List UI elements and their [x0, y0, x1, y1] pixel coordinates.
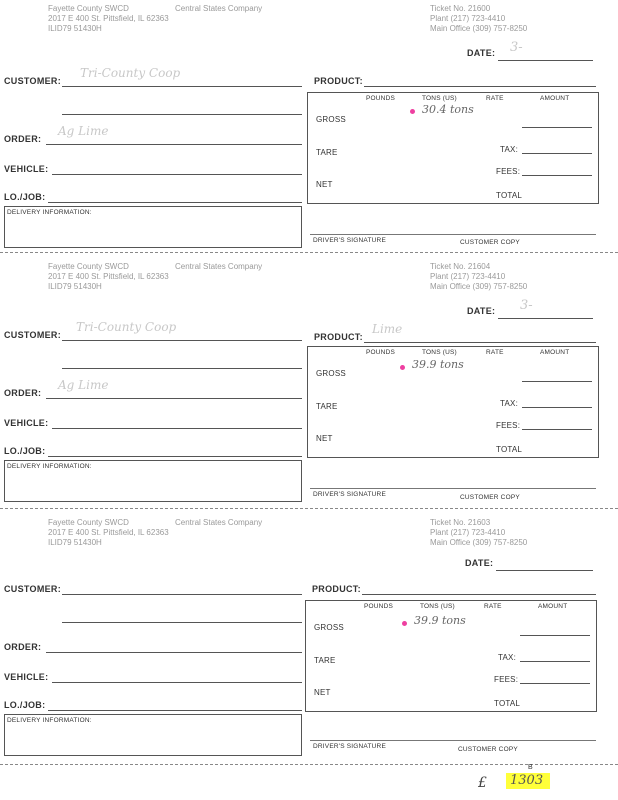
product-label: PRODUCT: [312, 584, 361, 594]
company-ilid: ILID79 51430H [48, 538, 102, 547]
customer-label: CUSTOMER: [4, 584, 62, 594]
tax-label: TAX: [500, 145, 518, 154]
handwritten-mark: £ [478, 775, 487, 791]
total-label: TOTAL [496, 445, 523, 454]
date-label: DATE: [467, 48, 496, 58]
vehicle-label: VEHICLE: [4, 672, 49, 682]
delivery-information-label: DELIVERY INFORMATION: [7, 463, 92, 470]
customer-label: CUSTOMER: [4, 76, 62, 86]
weight-box [307, 346, 599, 458]
tear-line [0, 508, 618, 509]
col-amount: AMOUNT [540, 95, 570, 102]
lojob-label: LO./JOB: [4, 700, 46, 710]
gross-label: GROSS [316, 115, 346, 124]
tons-value: 30.4 tons [422, 103, 474, 116]
company-ilid: ILID79 51430H [48, 24, 102, 33]
weight-box [305, 600, 597, 712]
signature-label: DRIVER'S SIGNATURE [313, 237, 386, 244]
col-pounds: POUNDS [366, 349, 396, 356]
highlight-dot [400, 365, 405, 370]
delivery-information-label: DELIVERY INFORMATION: [7, 209, 92, 216]
agency-name: Central States Company [175, 4, 263, 13]
ticket-2 [0, 258, 618, 508]
vehicle-label: VEHICLE: [4, 164, 49, 174]
order-value: Ag Lime [58, 124, 109, 138]
net-label: NET [316, 180, 333, 189]
weight-box [307, 92, 599, 204]
col-amount: AMOUNT [540, 349, 570, 356]
highlighted-number-text: 1303 [510, 773, 544, 788]
tare-label: TARE [314, 656, 336, 665]
ticket-3 [0, 514, 618, 764]
col-pounds: POUNDS [366, 95, 396, 102]
net-label: NET [314, 688, 331, 697]
tax-label: TAX: [498, 653, 516, 662]
col-tons: TONS (US) [422, 95, 457, 102]
date-value: 3- [520, 298, 533, 313]
ticket-number: Ticket No. 21604 [430, 262, 491, 271]
main-office-phone: Main Office (309) 757-8250 [430, 538, 528, 547]
col-rate: RATE [486, 349, 504, 356]
lojob-label: LO./JOB: [4, 192, 46, 202]
tons-value: 39.9 tons [412, 358, 464, 371]
fees-label: FEES: [496, 167, 521, 176]
company-name: Fayette County SWCD [48, 518, 129, 527]
total-label: TOTAL [494, 699, 521, 708]
company-address: 2017 E 400 St. Pittsfield, IL 62363 [48, 272, 169, 281]
delivery-information-box [4, 714, 302, 756]
highlight-dot [410, 109, 415, 114]
customer-value: Tri-County Coop [80, 66, 181, 80]
order-label: ORDER: [4, 134, 42, 144]
main-office-phone: Main Office (309) 757-8250 [430, 282, 528, 291]
delivery-information-box [4, 206, 302, 248]
tax-label: TAX: [500, 399, 518, 408]
customer-copy-label: CUSTOMER COPY [460, 239, 520, 246]
main-office-phone: Main Office (309) 757-8250 [430, 24, 528, 33]
customer-copy-label: CUSTOMER COPY [458, 746, 518, 753]
lojob-label: LO./JOB: [4, 446, 46, 456]
plant-phone: Plant (217) 723-4410 [430, 272, 506, 281]
col-tons: TONS (US) [420, 603, 455, 610]
product-value: Lime [372, 322, 403, 336]
ticket-number: Ticket No. 21600 [430, 4, 491, 13]
plant-phone: Plant (217) 723-4410 [430, 14, 506, 23]
order-value: Ag Lime [58, 378, 109, 392]
col-rate: RATE [486, 95, 504, 102]
company-address: 2017 E 400 St. Pittsfield, IL 62363 [48, 528, 169, 537]
customer-label: CUSTOMER: [4, 330, 62, 340]
highlight-dot [402, 621, 407, 626]
customer-copy-label: CUSTOMER COPY [460, 494, 520, 501]
net-label: NET [316, 434, 333, 443]
fees-label: FEES: [494, 675, 519, 684]
tare-label: TARE [316, 402, 338, 411]
col-rate: RATE [484, 603, 502, 610]
product-label: PRODUCT: [314, 332, 363, 342]
col-tons: TONS (US) [422, 349, 457, 356]
agency-name: Central States Company [175, 262, 263, 271]
company-name: Fayette County SWCD [48, 262, 129, 271]
product-label: PRODUCT: [314, 76, 363, 86]
order-label: ORDER: [4, 642, 42, 652]
agency-name: Central States Company [175, 518, 263, 527]
delivery-information-box [4, 460, 302, 502]
vehicle-label: VEHICLE: [4, 418, 49, 428]
date-label: DATE: [467, 306, 496, 316]
gross-label: GROSS [314, 623, 344, 632]
tons-value: 39.9 tons [414, 614, 466, 627]
col-pounds: POUNDS [364, 603, 394, 610]
signature-label: DRIVER'S SIGNATURE [313, 743, 386, 750]
ticket-1 [0, 0, 618, 250]
company-name: Fayette County SWCD [48, 4, 129, 13]
col-amount: AMOUNT [538, 603, 568, 610]
plant-phone: Plant (217) 723-4410 [430, 528, 506, 537]
date-value: 3- [510, 40, 523, 55]
date-label: DATE: [465, 558, 494, 568]
tear-line [0, 252, 618, 253]
tear-line [0, 764, 618, 765]
customer-value: Tri-County Coop [76, 320, 177, 334]
company-address: 2017 E 400 St. Pittsfield, IL 62363 [48, 14, 169, 23]
order-label: ORDER: [4, 388, 42, 398]
ticket-number: Ticket No. 21603 [430, 518, 491, 527]
highlighted-number [506, 773, 550, 789]
gross-label: GROSS [316, 369, 346, 378]
page-mark: B [528, 764, 533, 771]
total-label: TOTAL [496, 191, 523, 200]
delivery-information-label: DELIVERY INFORMATION: [7, 717, 92, 724]
fees-label: FEES: [496, 421, 521, 430]
company-ilid: ILID79 51430H [48, 282, 102, 291]
signature-label: DRIVER'S SIGNATURE [313, 491, 386, 498]
tare-label: TARE [316, 148, 338, 157]
